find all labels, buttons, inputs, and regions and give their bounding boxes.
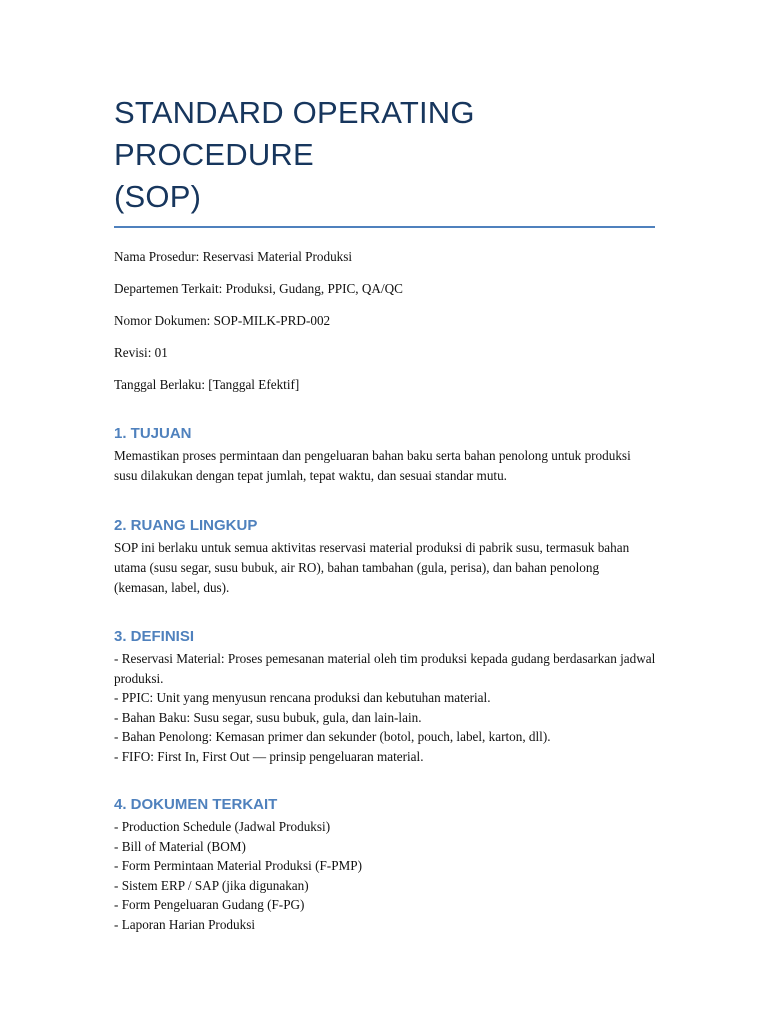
section-heading: 4. DOKUMEN TERKAIT	[114, 796, 278, 813]
list-item: - Bahan Penolong: Kemasan primer dan sekunder (botol, pouch, label, karton, dll).	[114, 729, 551, 744]
list-item: - Reservasi Material: Proses pemesanan material oleh tim produksi kepada gudang berdasarkan jadwal produksi.	[114, 651, 656, 686]
section-heading: 2. RUANG LINGKUP	[114, 517, 258, 534]
definition-list	[114, 649, 656, 766]
section-definitions	[114, 627, 656, 766]
document-metadata	[114, 248, 656, 394]
section-related-documents	[114, 795, 656, 934]
document-title	[114, 92, 656, 218]
section-scope	[114, 516, 656, 598]
section-body: Memastikan proses permintaan dan pengeluaran bahan baku serta bahan penolong untuk produksi susu dilakukan dengan tepat jumlah, tepat waktu, dan sesuai standar mutu.	[114, 448, 631, 483]
list-item: - FIFO: First In, First Out — prinsip pengeluaran material.	[114, 748, 424, 764]
section-heading: 1. TUJUAN	[114, 425, 192, 442]
section-body: SOP ini berlaku untuk semua aktivitas reservasi material produksi di pabrik susu, termasuk bahan utama (susu segar, susu bubuk, air RO), bahan tambahan (gula, perisa), dan bahan penolong (kemasan, label, dus).	[114, 540, 630, 595]
list-item: - Bahan Baku: Susu segar, susu bubuk, gula, dan lain-lain.	[114, 709, 422, 725]
meta-effective-date: Tanggal Berlaku: [Tanggal Efektif]	[114, 377, 300, 392]
meta-document-number: Nomor Dokumen: SOP-MILK-PRD-002	[114, 313, 331, 328]
related-documents-list	[114, 817, 656, 934]
list-item: - Sistem ERP / SAP (jika digunakan)	[114, 877, 309, 893]
document-title-line-1: STANDARD OPERATING PROCEDURE	[114, 95, 475, 172]
meta-revision: Revisi: 01	[114, 345, 168, 360]
list-item: - Form Permintaan Material Produksi (F-PMP)	[114, 858, 362, 873]
section-heading: 3. DEFINISI	[114, 628, 195, 645]
meta-procedure-name: Nama Prosedur: Reservasi Material Produksi	[114, 249, 353, 264]
meta-related-departments: Departemen Terkait: Produksi, Gudang, PPIC, QA/QC	[114, 281, 403, 296]
title-divider	[114, 226, 655, 228]
list-item: - Bill of Material (BOM)	[114, 838, 246, 854]
list-item: - PPIC: Unit yang menyusun rencana produksi dan kebutuhan material.	[114, 690, 491, 705]
list-item: - Production Schedule (Jadwal Produksi)	[114, 819, 331, 834]
document-title-line-2: (SOP)	[114, 179, 202, 214]
list-item: - Form Pengeluaran Gudang (F-PG)	[114, 897, 305, 912]
section-purpose	[114, 424, 656, 486]
document-page	[114, 92, 656, 934]
list-item: - Laporan Harian Produksi	[114, 916, 255, 932]
